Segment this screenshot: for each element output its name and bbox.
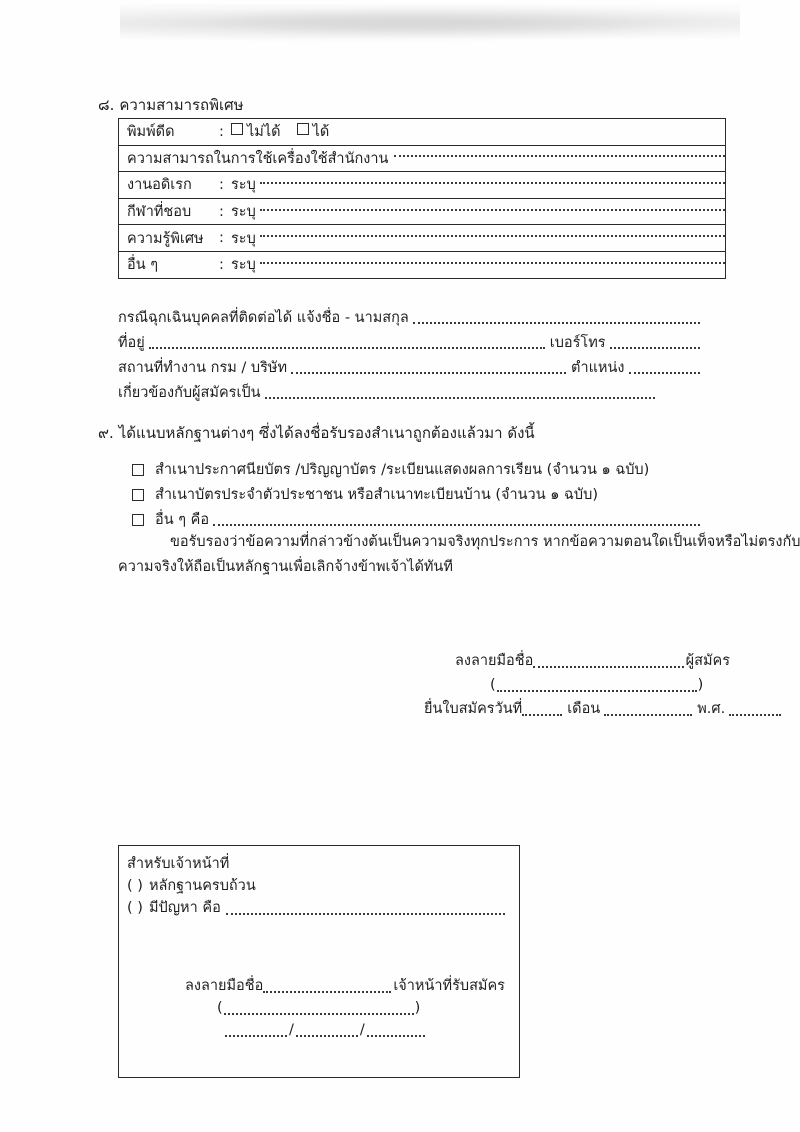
emergency-contact-relation-label: เกี่ยวข้องกับผู้สมัครเป็น	[118, 385, 261, 401]
emergency-contact-workplace-row	[118, 353, 700, 378]
emergency-contact-block	[118, 303, 700, 403]
officer-signature-row	[127, 975, 519, 997]
typing-colon: :	[219, 123, 224, 140]
officer-date-year-input[interactable]	[367, 1035, 425, 1037]
applicant-signature-role: ผู้สมัคร	[685, 653, 730, 669]
sport-colon: :	[219, 203, 224, 220]
officer-name-row	[127, 997, 519, 1019]
typing-option-yes[interactable]	[297, 120, 330, 143]
other-specify-label: ระบุ	[231, 257, 256, 274]
attachment-diploma-label: สำเนาประกาศนียบัตร /ปริญญาบัตร /ระเบียนแสดงผลการเรียน (จำนวน ๑ ฉบับ)	[155, 462, 650, 478]
emergency-contact-workplace-input[interactable]	[291, 372, 566, 374]
table-row-special-knowledge	[119, 225, 725, 252]
emergency-contact-address-label: ที่อยู่	[118, 335, 145, 351]
emergency-contact-name-label: กรณีฉุกเฉินบุคคลที่ติดต่อได้ แจ้งชื่อ - นามสกุล	[118, 310, 409, 326]
table-row-other	[119, 252, 725, 279]
special-knowledge-input[interactable]	[260, 235, 725, 237]
emergency-contact-phone-input[interactable]	[610, 347, 700, 349]
scan-noise-artifact	[120, 4, 740, 44]
applicant-signature-label: ลงลายมือชื่อ	[455, 653, 534, 669]
officer-date-month-input[interactable]	[296, 1035, 358, 1037]
sport-specify-label: ระบุ	[231, 204, 256, 221]
officer-date-day-input[interactable]	[225, 1035, 287, 1037]
applicant-signature-input[interactable]	[533, 666, 683, 668]
official-option-complete-mark[interactable]: ( )	[127, 878, 143, 894]
typing-option-no[interactable]	[231, 120, 281, 143]
checkbox-icon[interactable]	[132, 464, 144, 476]
official-box-spacer	[127, 919, 519, 975]
emergency-contact-relation-input[interactable]	[265, 397, 655, 399]
applicant-date-row	[420, 696, 730, 720]
submission-month-label: เดือน	[567, 701, 601, 717]
declaration-paragraph	[118, 530, 800, 580]
emergency-contact-address-row	[118, 328, 700, 353]
official-use-title: สำหรับเจ้าหน้าที่	[127, 856, 230, 872]
officer-name-input[interactable]	[224, 1013, 414, 1015]
official-option-problem-label: มีปัญหา คือ	[148, 900, 221, 916]
sport-input[interactable]	[260, 209, 725, 211]
applicant-signature-block	[420, 648, 730, 720]
applicant-name-paren-open: (	[490, 677, 496, 693]
sport-label: กีฬาที่ชอบ	[127, 204, 192, 221]
emergency-contact-workplace-label: สถานที่ทำงาน กรม / บริษัท	[118, 360, 288, 376]
attachment-checkbox-list	[132, 455, 700, 530]
officer-date-separator-1: /	[289, 1022, 294, 1038]
emergency-contact-address-input[interactable]	[149, 347, 545, 349]
typing-option-yes-label: ได้	[312, 124, 330, 141]
emergency-contact-name-input[interactable]	[413, 322, 700, 324]
applicant-name-paren-close: )	[697, 677, 704, 693]
office-equipment-label: ความสามารถในการใช้เครื่องใช้สำนักงาน	[127, 150, 389, 167]
other-label: อื่น ๆ	[127, 257, 159, 274]
list-item-diploma[interactable]	[132, 455, 700, 480]
checkbox-icon[interactable]	[132, 489, 144, 501]
applicant-signature-row	[420, 648, 730, 672]
officer-date-row	[127, 1019, 519, 1041]
officer-name-paren-close: )	[414, 1000, 421, 1016]
declaration-line-1-text: ขอรับรองว่าข้อความที่กล่าวข้างต้นเป็นความจริงทุกประการ หากข้อความตอนใดเป็นเท็จหรือไม่ตรงกับ	[170, 534, 800, 550]
checkbox-icon[interactable]	[297, 123, 309, 135]
applicant-name-row	[420, 672, 730, 696]
official-option-problem[interactable]	[127, 897, 519, 919]
other-input[interactable]	[260, 262, 725, 264]
official-option-problem-mark[interactable]: ( )	[127, 900, 143, 916]
hobby-colon: :	[219, 176, 224, 193]
submission-year-label: พ.ศ.	[697, 701, 726, 717]
special-knowledge-specify-label: ระบุ	[231, 230, 256, 247]
table-row-hobby	[119, 172, 725, 199]
official-option-complete[interactable]	[127, 875, 519, 897]
table-row-office-equipment	[119, 146, 725, 173]
checkbox-icon[interactable]	[231, 123, 243, 135]
declaration-line-1	[118, 530, 800, 555]
applicant-name-input[interactable]	[497, 690, 697, 692]
submission-day-input[interactable]	[522, 714, 562, 716]
section-8-heading	[98, 95, 244, 115]
attachment-id-card-label: สำเนาบัตรประจำตัวประชาชน หรือสำเนาทะเบียนบ้าน (จำนวน ๑ ฉบับ)	[155, 487, 598, 503]
hobby-input[interactable]	[260, 182, 725, 184]
checkbox-icon[interactable]	[132, 514, 144, 526]
attachment-other-input[interactable]	[213, 524, 700, 526]
attachment-other-label: อื่น ๆ คือ	[155, 512, 210, 528]
special-knowledge-colon: :	[219, 230, 224, 247]
official-option-problem-input[interactable]	[226, 913, 505, 915]
submission-month-input[interactable]	[604, 714, 692, 716]
section-9-heading	[98, 423, 535, 443]
emergency-contact-relation-row	[118, 378, 700, 403]
special-knowledge-label: ความรู้พิเศษ	[127, 230, 204, 247]
typing-option-no-label: ไม่ได้	[247, 124, 281, 141]
table-row-sport	[119, 199, 725, 226]
official-option-complete-label: หลักฐานครบถ้วน	[148, 878, 256, 894]
office-equipment-input[interactable]	[394, 155, 725, 157]
list-item-id-card[interactable]	[132, 480, 700, 505]
official-use-box	[118, 845, 520, 1078]
submission-date-label: ยื่นใบสมัครวันที่	[424, 701, 523, 717]
section-8-title: ความสามารถพิเศษ	[119, 96, 244, 114]
officer-signature-label: ลงลายมือชื่อ	[185, 978, 264, 994]
emergency-contact-name-row	[118, 303, 700, 328]
list-item-other[interactable]	[132, 505, 700, 530]
officer-signature-role: เจ้าหน้าที่รับสมัคร	[393, 978, 505, 994]
table-row-typing	[119, 119, 725, 146]
special-abilities-table	[118, 118, 726, 279]
hobby-specify-label: ระบุ	[231, 177, 256, 194]
officer-date-separator-2: /	[359, 1022, 365, 1038]
emergency-contact-position-input[interactable]	[629, 372, 701, 374]
other-colon: :	[219, 256, 224, 273]
officer-signature-input[interactable]	[263, 991, 391, 993]
hobby-label: งานอดิเรก	[127, 177, 192, 194]
emergency-contact-phone-label: เบอร์โทร	[549, 335, 606, 351]
typing-label: พิมพ์ดีด	[127, 124, 175, 141]
emergency-contact-position-label: ตำแหน่ง	[571, 360, 625, 376]
section-8-number: ๘.	[98, 96, 115, 114]
section-9-number: ๙.	[98, 424, 114, 442]
section-9-title: ได้แนบหลักฐานต่างๆ ซึ่งได้ลงชื่อรับรองสำเนาถูกต้องแล้วมา ดังนี้	[118, 424, 535, 442]
submission-year-input[interactable]	[729, 714, 781, 716]
declaration-line-2: ความจริงให้ถือเป็นหลักฐานเพื่อเลิกจ้างข้าพเจ้าได้ทันที	[118, 559, 453, 575]
officer-name-paren-open: (	[217, 1000, 223, 1016]
